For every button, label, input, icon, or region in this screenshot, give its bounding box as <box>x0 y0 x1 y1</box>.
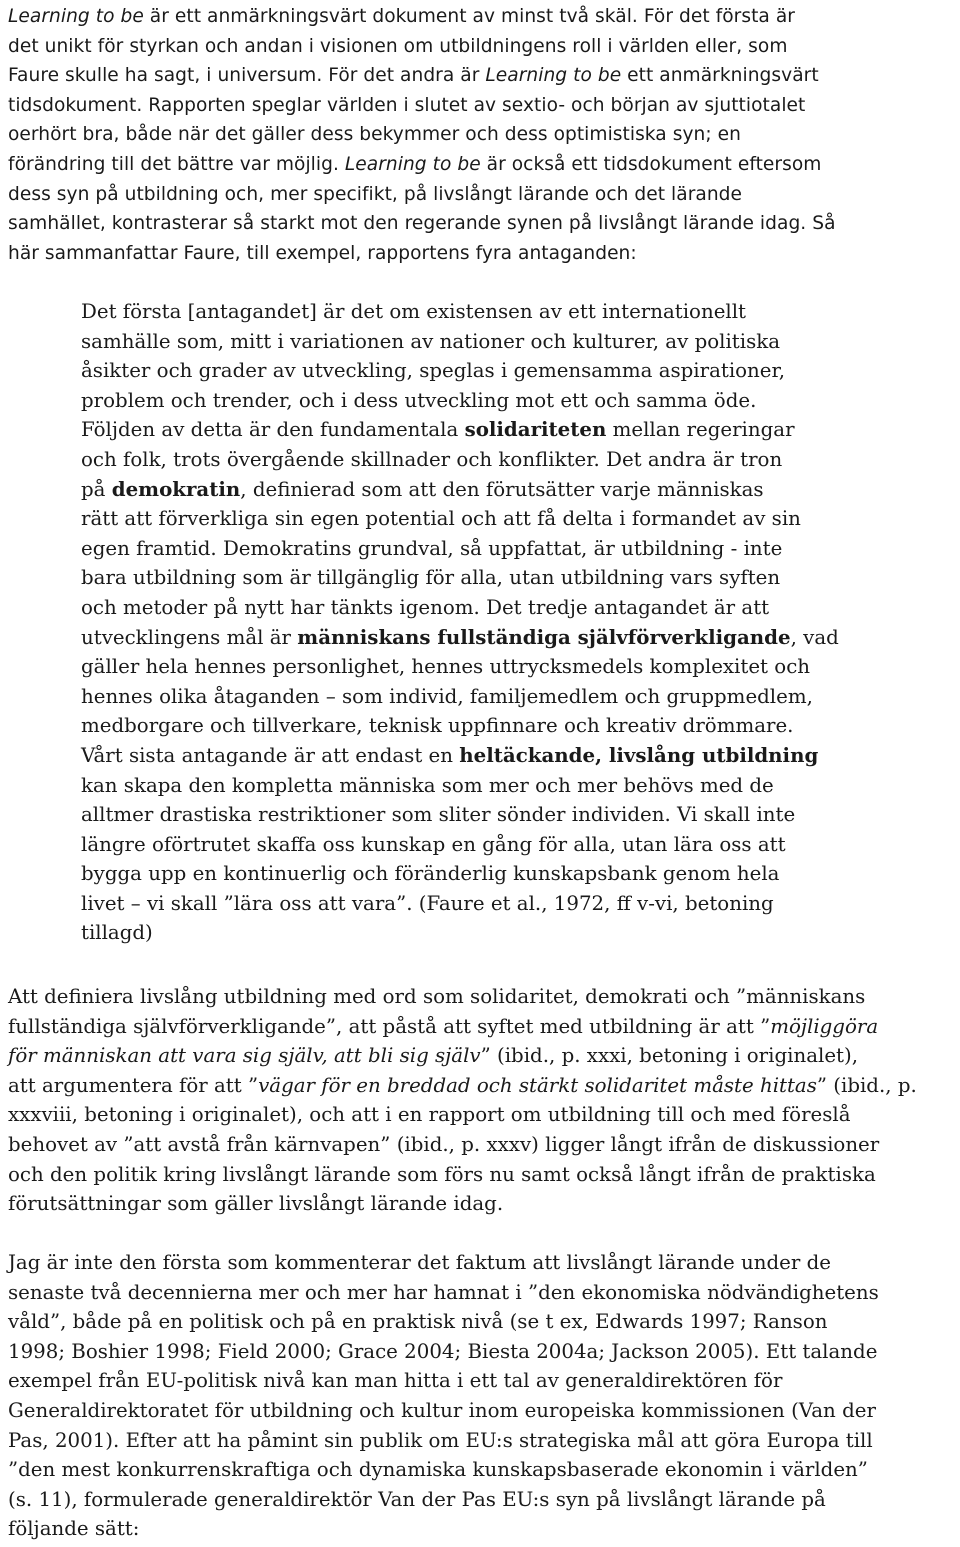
text-run: Följden av detta är den fundamentala <box>81 418 465 442</box>
text-line <box>81 415 861 445</box>
text-line <box>81 445 861 475</box>
text-run: bygga upp en kontinuerlig och föränderlig kunskapsbank genom hela <box>81 862 780 886</box>
text-line <box>8 209 958 239</box>
text-line <box>81 297 861 327</box>
bold-text: demokratin <box>111 476 241 501</box>
text-run: ”den mest konkurrenskraftiga och dynamiska kunskapsbaserade ekonomin i världen” <box>8 1458 868 1482</box>
text-line <box>81 563 861 593</box>
text-run: Generaldirektoratet för utbildning och kultur inom europeiska kommissionen (Van der <box>8 1398 876 1422</box>
italic-text: Learning to be <box>485 65 622 87</box>
text-run: utvecklingens mål är <box>81 625 298 649</box>
text-run: , vad <box>790 625 839 649</box>
text-line <box>8 1041 958 1071</box>
text-run: bara utbildning som är tillgänglig för alla, utan utbildning vars syften <box>81 566 781 590</box>
text-line <box>81 682 861 712</box>
bold-text: människans fullständiga självförverkligande <box>297 624 791 649</box>
text-line <box>81 356 861 386</box>
text-run: tillagd) <box>81 921 153 945</box>
text-run: kan skapa den kompletta människa som mer och mer behövs med de <box>81 773 774 797</box>
text-run: att argumentera för att ” <box>8 1073 259 1097</box>
text-run: gäller hela hennes personlighet, hennes uttrycksmedels komplexitet och <box>81 655 811 679</box>
text-run: ” (ibid., p. <box>816 1073 917 1097</box>
text-run: (s. 11), formulerade generaldirektör Van der Pas EU:s syn på livslångt lärande på <box>8 1487 826 1511</box>
definition-paragraph <box>8 982 958 1219</box>
text-line <box>8 91 958 121</box>
text-line <box>8 239 958 269</box>
italic-text: möjliggöra <box>770 1014 879 1038</box>
text-line <box>81 386 861 416</box>
text-run: ” (ibid., p. xxxi, betoning i originalet), <box>480 1044 858 1068</box>
text-run: våld”, både på en politisk och på en praktisk nivå (se t ex, Edwards 1997; Ranson <box>8 1310 828 1334</box>
text-line <box>81 504 861 534</box>
text-line <box>8 1071 958 1101</box>
text-line <box>8 1455 958 1485</box>
text-run: förutsättningar som gäller livslångt lärande idag. <box>8 1192 504 1216</box>
text-line <box>8 1485 958 1515</box>
text-run: samhälle som, mitt i variationen av nationer och kulturer, av politiska <box>81 329 780 353</box>
text-line <box>8 1366 958 1396</box>
text-line <box>81 475 861 505</box>
text-run: oerhört bra, både när det gäller dess bekymmer och dess optimistiska syn; en <box>8 124 741 146</box>
text-run: livet – vi skall ”lära oss att vara”. (Faure et al., 1972, ff v-vi, betoning <box>81 891 774 915</box>
italic-text: Learning to be <box>344 153 481 175</box>
text-run: och folk, trots övergående skillnader och konflikter. Det andra är tron <box>81 447 783 471</box>
text-run: det unikt för styrkan och andan i visionen om utbildningens roll i världen eller, som <box>8 35 788 57</box>
text-run: och metoder på nytt har tänkts igenom. Det tredje antagandet är att <box>81 595 770 619</box>
text-run: rätt att förverkliga sin egen potential och att få delta i formandet av sin <box>81 507 801 531</box>
text-line <box>8 150 958 180</box>
commentary-paragraph <box>8 1248 958 1544</box>
text-run: dess syn på utbildning och, mer specifikt, på livslångt lärande och det lärande <box>8 183 743 205</box>
text-run: mellan regeringar <box>606 418 795 442</box>
text-line <box>8 982 958 1012</box>
text-run: fullständiga självförverkligande”, att påstå att syftet med utbildning är att ” <box>8 1014 771 1038</box>
text-line <box>81 534 861 564</box>
text-line <box>81 711 861 741</box>
text-run: Jag är inte den första som kommenterar det faktum att livslångt lärande under de <box>8 1251 831 1274</box>
text-line <box>81 741 861 771</box>
text-run: Faure skulle ha sagt, i universum. För det andra är <box>8 65 486 87</box>
text-line <box>81 800 861 830</box>
text-line <box>8 1337 958 1367</box>
text-run: följande sätt: <box>8 1517 140 1541</box>
text-run: Pas, 2001). Efter att ha påmint sin publik om EU:s strategiska mål att göra Europa till <box>8 1428 873 1452</box>
italic-text: vägar för en breddad och stärkt solidaritet måste hittas <box>258 1073 817 1097</box>
text-run: är ett anmärkningsvärt dokument av minst två skäl. För det första är <box>143 6 795 27</box>
text-run: är också ett tidsdokument eftersom <box>480 153 822 175</box>
text-run: problem och trender, och i dess utveckling mot ett och samma öde. <box>81 388 757 412</box>
text-run: medborgare och tillverkare, teknisk uppfinnare och kreativ drömmare. <box>81 714 794 738</box>
text-run: på <box>81 477 112 501</box>
text-run: , definierad som att den förutsätter varje människas <box>240 477 764 501</box>
text-run: ett anmärkningsvärt <box>621 65 819 87</box>
text-run: åsikter och grader av utveckling, speglas i gemensamma aspirationer, <box>81 359 786 383</box>
text-run: förändring till det bättre var möjlig. <box>8 153 345 175</box>
text-line <box>81 859 861 889</box>
text-line <box>81 652 861 682</box>
text-line <box>8 1100 958 1130</box>
text-line <box>8 61 958 91</box>
intro-paragraph <box>8 2 958 268</box>
text-line <box>8 1278 958 1308</box>
text-run: 1998; Boshier 1998; Field 2000; Grace 2004; Biesta 2004a; Jackson 2005). Ett talande <box>8 1339 878 1363</box>
bold-text: heltäckande, livslång utbildning <box>459 742 819 767</box>
text-run: Att definiera livslång utbildning med ord som solidaritet, demokrati och ”människans <box>8 985 866 1008</box>
text-line <box>81 623 861 653</box>
text-run: samhället, kontrasterar så starkt mot den regerande synen på livslångt lärande idag. Så <box>8 213 836 235</box>
text-run: alltmer drastiska restriktioner som sliter sönder individen. Vi skall inte <box>81 803 796 827</box>
text-line <box>8 1130 958 1160</box>
text-run: xxxviii, betoning i originalet), och att i en rapport om utbildning till och med föreslå <box>8 1103 851 1127</box>
text-line <box>8 180 958 210</box>
text-run: egen framtid. Demokratins grundval, så uppfattat, är utbildning - inte <box>81 536 783 560</box>
text-run: tidsdokument. Rapporten speglar världen i slutet av sextio- och början av sjuttiotalet <box>8 94 806 116</box>
text-line <box>8 32 958 62</box>
text-line <box>8 1426 958 1456</box>
text-line <box>81 889 861 919</box>
bold-text: solidariteten <box>464 417 607 442</box>
text-line <box>8 1160 958 1190</box>
text-line <box>81 771 861 801</box>
text-run: senaste två decennierna mer och mer har hamnat i ”den ekonomiska nödvändighetens <box>8 1280 879 1304</box>
text-run: här sammanfattar Faure, till exempel, rapportens fyra antaganden: <box>8 242 637 264</box>
text-line <box>8 1012 958 1042</box>
text-line <box>8 1514 958 1544</box>
text-run: exempel från EU-politisk nivå kan man hitta i ett tal av generaldirektören för <box>8 1369 783 1393</box>
italic-text: Learning to be <box>8 6 144 27</box>
text-line <box>81 593 861 623</box>
text-run: längre oförtrutet skaffa oss kunskap en gång för alla, utan lära oss att <box>81 832 786 856</box>
text-line <box>8 120 958 150</box>
text-run: Vårt sista antagande är att endast en <box>81 743 460 767</box>
text-line <box>8 1396 958 1426</box>
text-line <box>81 327 861 357</box>
text-line <box>81 918 861 948</box>
text-line <box>8 1307 958 1337</box>
text-line <box>81 830 861 860</box>
text-line <box>8 1189 958 1219</box>
text-run: hennes olika åtaganden – som individ, familjemedlem och gruppmedlem, <box>81 684 813 708</box>
italic-text: för människan att vara sig själv, att bli sig själv <box>8 1044 481 1068</box>
text-run: Det första [antagandet] är det om existensen av ett internationellt <box>81 300 746 323</box>
text-line <box>8 2 958 32</box>
text-run: behovet av ”att avstå från kärnvapen” (ibid., p. xxxv) ligger långt ifrån de diskussioner <box>8 1132 880 1156</box>
text-line <box>8 1248 958 1278</box>
text-run: och den politik kring livslångt lärande som förs nu samt också långt ifrån de praktiska <box>8 1162 876 1186</box>
faure-block-quote <box>81 297 861 948</box>
